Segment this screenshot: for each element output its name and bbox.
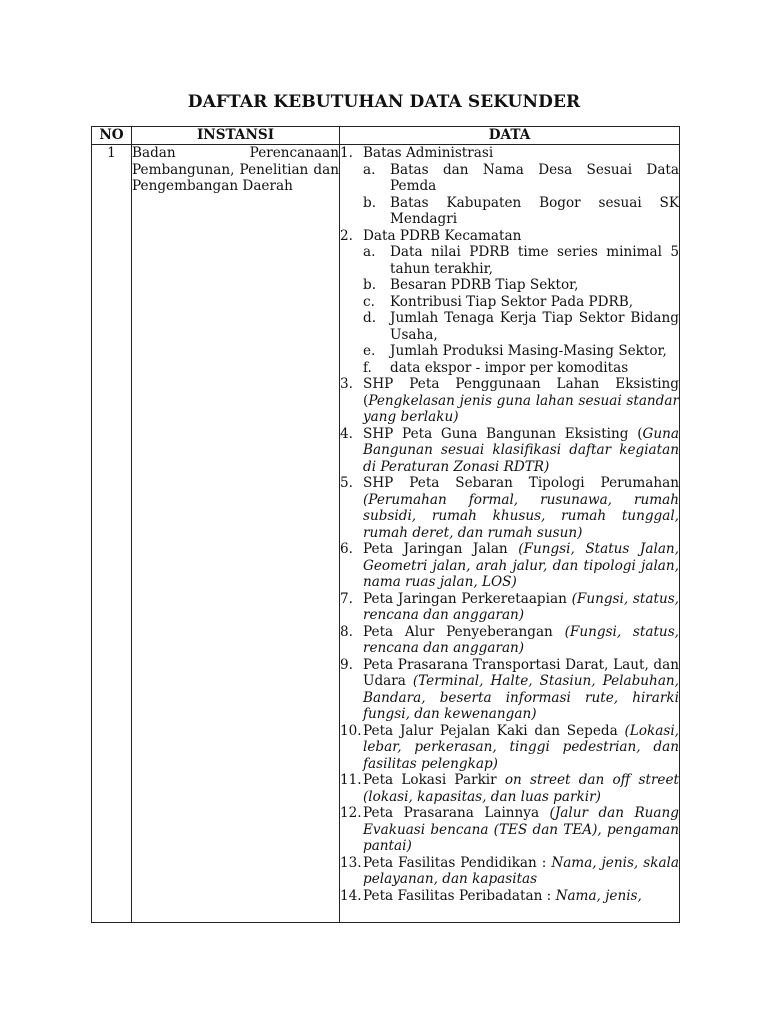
- item-number: 10.: [340, 722, 362, 739]
- document-title: DAFTAR KEBUTUHAN DATA SEKUNDER: [187, 92, 581, 112]
- subitem-letter: c.: [363, 293, 375, 310]
- data-subitem: [363, 195, 679, 228]
- subitem-text: data ekspor - impor per komoditas: [390, 359, 629, 376]
- data-item: [340, 805, 679, 855]
- item-number: 1.: [340, 145, 353, 161]
- item-number: 11.: [340, 772, 362, 788]
- data-item: [340, 624, 679, 657]
- item-italic-text: (Fungsi, status, rencana dan anggaran): [363, 623, 679, 656]
- data-item: [340, 228, 679, 245]
- subitem-text: Besaran PDRB Tiap Sektor,: [390, 277, 579, 293]
- subitem-letter: b.: [363, 194, 377, 211]
- subitem-letter: f.: [363, 359, 372, 376]
- item-italic-text: (Terminal, Halte, Stasiun, Pelabuhan, Bandara, beserta informasi rute, hirarki fungsi, dan kewenangan): [363, 673, 679, 722]
- subitem-text: Jumlah Produksi Masing-Masing Sektor,: [390, 343, 667, 359]
- data-item: [340, 657, 679, 723]
- header-instansi: INSTANSI: [132, 127, 340, 145]
- item-italic-text: (Jalur dan Ruang Evakuasi bencana (TES dan TEA), pengaman pantai): [363, 805, 679, 854]
- item-number: 4.: [340, 425, 353, 442]
- table-row: [92, 145, 680, 923]
- item-plain-text: Data PDRB Kecamatan: [363, 227, 522, 244]
- item-text: [363, 475, 679, 541]
- item-text: [363, 624, 679, 657]
- data-cell: [340, 145, 680, 923]
- data-subitem: [363, 343, 679, 360]
- header-data: DATA: [340, 127, 680, 145]
- subitem-text: Batas dan Nama Desa Sesuai Data Pemda: [390, 161, 679, 194]
- item-text: [363, 657, 679, 723]
- item-plain-text: Peta Alur Penyeberangan: [363, 623, 565, 640]
- data-item: [340, 376, 679, 426]
- item-text: [363, 723, 679, 773]
- data-subitem: [363, 277, 679, 294]
- item-number: 13.: [340, 854, 362, 871]
- item-plain-text: SHP Peta Penggunaan Lahan Eksisting (: [363, 376, 679, 409]
- subitem-letter: d.: [363, 310, 377, 326]
- item-number: 8.: [340, 623, 353, 640]
- item-plain-text: Peta Prasarana Transportasi Darat, Laut, dan Udara: [363, 656, 679, 689]
- header-no: NO: [92, 127, 132, 145]
- item-italic-text: Nama, jenis,: [555, 887, 642, 904]
- subitem-text: Batas Kabupaten Bogor sesuai SK Mendagri: [390, 194, 679, 227]
- data-item: [340, 723, 679, 773]
- data-item: [340, 426, 679, 476]
- data-subitem: [363, 310, 679, 343]
- item-plain-text: Peta Jaringan Jalan: [363, 541, 519, 557]
- item-text: [363, 145, 679, 162]
- secondary-data-table: [91, 126, 680, 923]
- item-number: 9.: [340, 656, 353, 673]
- data-subitem: [363, 162, 679, 195]
- data-list: [340, 145, 679, 904]
- item-text: [363, 805, 679, 855]
- item-number: 12.: [340, 805, 362, 821]
- item-number: 6.: [340, 541, 353, 557]
- instansi-cell: Badan Perencanaan Pembangunan, Penelitian dan Pengembangan Daerah: [132, 145, 340, 923]
- data-subitem: [363, 294, 679, 311]
- item-italic-text: (Fungsi, Status Jalan, Geometri jalan, arah jalur, dan tipologi jalan, nama ruas jalan, LOS): [363, 541, 679, 590]
- subitem-letter: a.: [363, 161, 376, 178]
- item-plain-text: Peta Prasarana Lainnya: [363, 805, 550, 821]
- item-italic-text: Pengkelasan jenis guna lahan sesuai standar yang berlaku): [363, 392, 679, 425]
- item-italic-text: Nama, jenis, skala pelayanan, dan kapasitas: [363, 854, 679, 887]
- subitem-letter: e.: [363, 343, 376, 359]
- item-plain-text: Peta Fasilitas Pendidikan :: [363, 854, 552, 871]
- data-item: [340, 888, 679, 905]
- data-subitem: [363, 244, 679, 277]
- item-text: [363, 591, 679, 624]
- item-plain-text: Peta Fasilitas Peribadatan :: [363, 887, 556, 904]
- subitem-letter: b.: [363, 277, 377, 293]
- item-number: 14.: [340, 887, 362, 904]
- item-italic-text: Guna Bangunan sesuai klasifikasi daftar kegiatan di Peraturan Zonasi RDTR): [363, 425, 679, 475]
- item-italic-text: (Lokasi, lebar, perkerasan, tinggi pedestrian, dan fasilitas pelengkap): [363, 722, 679, 772]
- item-plain-text: Peta Jaringan Perkeretaapian: [363, 590, 572, 607]
- item-text: [363, 855, 679, 888]
- item-italic-text: (Fungsi, status, rencana dan anggaran): [363, 590, 679, 623]
- data-item: [340, 591, 679, 624]
- item-number: 3.: [340, 376, 353, 392]
- data-item: [340, 541, 679, 591]
- item-italic-text: on street dan off street (lokasi, kapasitas, dan luas parkir): [363, 772, 679, 805]
- item-text: [363, 426, 679, 476]
- data-subitem: [363, 360, 679, 377]
- subitem-text: Jumlah Tenaga Kerja Tiap Sektor Bidang Usaha,: [390, 310, 679, 343]
- item-number: 5.: [340, 475, 353, 491]
- item-plain-text: SHP Peta Guna Bangunan Eksisting (: [363, 425, 643, 442]
- item-text: [363, 541, 679, 591]
- item-italic-text: (Perumahan formal, rusunawa, rumah subsidi, rumah khusus, rumah tunggal, rumah deret, dan rumah susun): [363, 491, 679, 541]
- data-item: [340, 855, 679, 888]
- subitem-letter: a.: [363, 244, 376, 260]
- data-item: [340, 475, 679, 541]
- item-text: [363, 376, 679, 426]
- item-plain-text: Peta Lokasi Parkir: [363, 772, 505, 788]
- item-plain-text: Batas Administrasi: [363, 145, 494, 161]
- item-plain-text: Peta Jalur Pejalan Kaki dan Sepeda: [363, 722, 625, 739]
- item-number: 7.: [340, 590, 353, 607]
- row-number: 1: [92, 145, 132, 923]
- item-plain-text: SHP Peta Sebaran Tipologi Perumahan: [363, 475, 679, 491]
- item-text: [363, 772, 679, 805]
- table-header-row: [92, 127, 680, 145]
- subitem-text: Data nilai PDRB time series minimal 5 tahun terakhir,: [390, 244, 679, 277]
- item-number: 2.: [340, 227, 353, 244]
- data-item: [340, 772, 679, 805]
- item-text: [363, 888, 679, 905]
- subitem-text: Kontribusi Tiap Sektor Pada PDRB,: [390, 293, 634, 310]
- item-text: [363, 228, 679, 245]
- data-item: [340, 145, 679, 162]
